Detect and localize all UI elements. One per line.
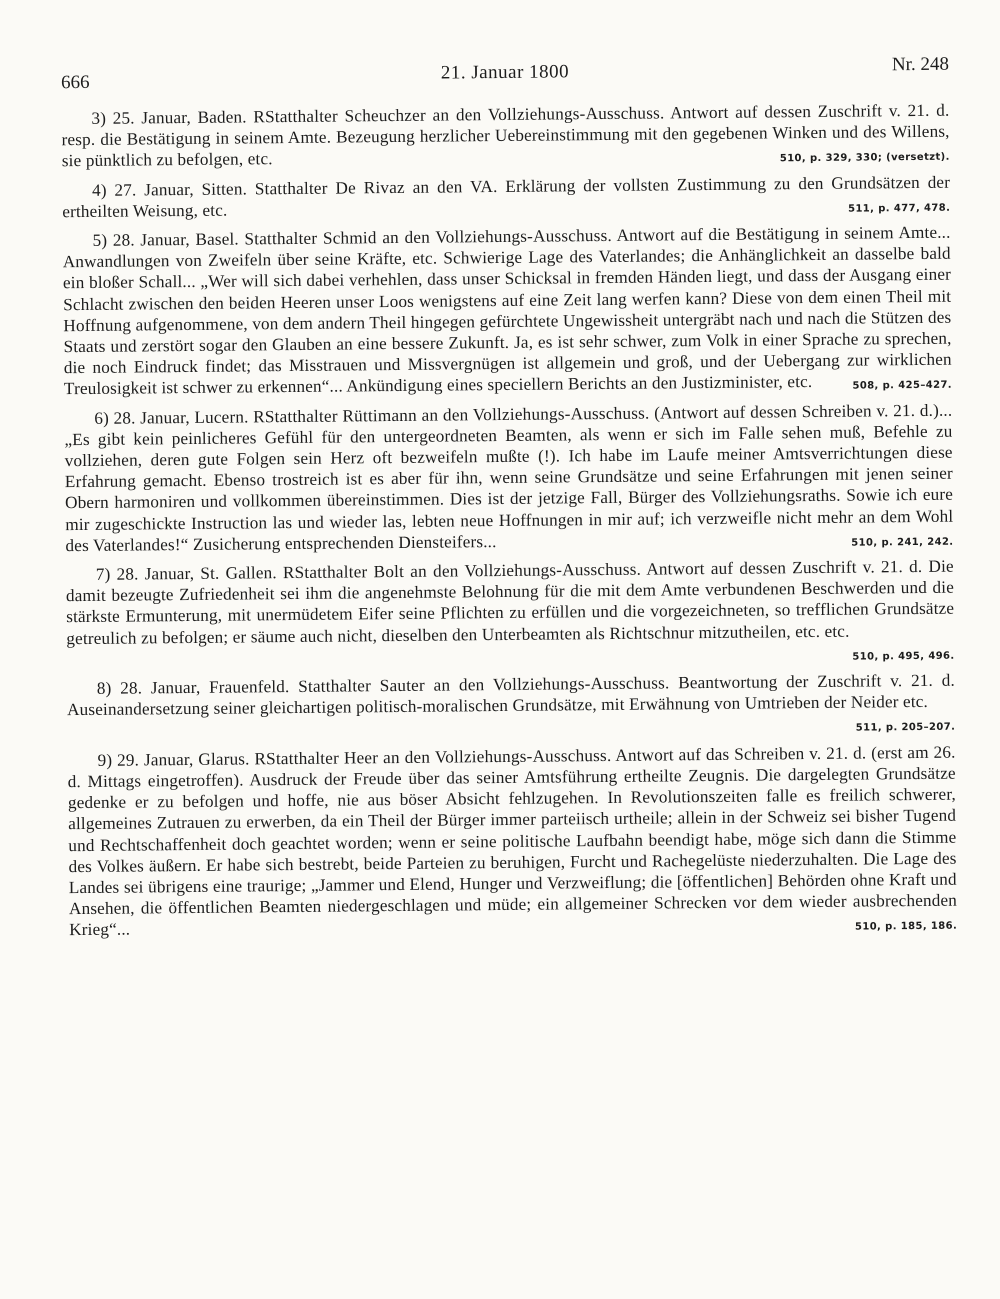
- entry-heading: 8) 28. Januar, Frauenfeld.: [96, 677, 290, 698]
- header-date: 21. Januar 1800: [440, 61, 570, 84]
- entry-heading: 5) 28. Januar, Basel.: [92, 229, 239, 250]
- entry-body: Erklärung der vollsten Zustimmung zu den Grundsätzen der ertheilten Weisung, etc.: [62, 172, 951, 222]
- entry-4: [62, 171, 950, 227]
- entry-reference: 510, p. 185, 186.: [854, 920, 958, 933]
- entry-8: [67, 670, 956, 747]
- entry-sender: RStatthalter Bolt an den Vollziehungs-Ausschuss.: [282, 559, 642, 583]
- entry-sender: RStatthalter Scheuchzer an den Vollziehungs-Ausschuss.: [253, 103, 665, 127]
- entry-7: [66, 556, 955, 676]
- entry-reference: 511, p. 205–207.: [855, 722, 956, 735]
- entry-heading: 3) 25. Januar, Baden.: [91, 107, 247, 128]
- entry-body: (Antwort auf dessen Schreiben v. 21. d.)... „Es gibt kein peinlicheres Gefühl für den untergeordneten Beamten, als wenn er sich im Falle sehen muß, Befehle zu vollziehen, deren gute Folgen sein Herz oft bezweifeln mußte (!). Ich habe im Laufe meiner Amtsverrichtungen diese Erfahrung gemacht. Ebenso trostreich ist es aber für ihn, wenn seine Grundsätze und seine Erfahrungen mit jenen seiner Obern harmoniren und vollkommen übereinstimmen. Dies ist der jetzige Fall, Bürger des Vollziehungsraths. Sowie ich eure mir zugeschickte Instruction las und wieder las, lebten neue Hoffnungen in mir auf; ich verzweifle nicht mehr an dem Wohl des Vaterlandes!“ Zusicherung entsprechenden Diensteifers...: [64, 400, 954, 556]
- page-number: 666: [60, 71, 90, 94]
- entry-heading: 4) 27. Januar, Sitten.: [91, 179, 248, 200]
- entry-heading: 9) 29. Januar, Glarus.: [97, 749, 250, 770]
- entry-body: Beantwortung der Zuschrift v. 21. d. Auseinandersetzung seiner gleichartigen politisch-moralischen Grundsätze, mit Erwähnung von Umtrieben der Neider etc.: [66, 670, 955, 720]
- page-header: [61, 54, 949, 109]
- entry-reference: 510, p. 329, 330; (versetzt).: [779, 152, 950, 165]
- entry-sender: Statthalter Schmid an den Vollziehungs-Ausschuss.: [244, 225, 613, 249]
- entry-9: [67, 741, 957, 945]
- entry-sender: RStatthalter Rüttimann an den Vollziehungs-Ausschuss.: [253, 403, 650, 427]
- entry-heading: 7) 28. Januar, St. Gallen.: [95, 563, 277, 584]
- entry-sender: Statthalter Sauter an den Vollziehungs-Ausschuss.: [298, 673, 670, 697]
- entry-body: Antwort auf das Schreiben v. 21. d. (erst am 26. d. Mittags eingetroffen). Ausdruck der Freude über das seiner Amtsführung ertheilte Zeugnis. Die dargelegten Grundsätze gedenke er zu befolgen und hoffe, nie aus böser Absicht fehlzugehen. In Revolutionszeiten falle es freilich schwerer, allgemeines Zutrauen zu erwerben, da ein Theil der Bürger immer parteiisch urtheile; allein in der Schweiz sei bisher Tugend und Rechtschaffenheit doch geachtet worden; wenn er seine politische Laufbahn beendigt habe, möge sich dann die Stimme des Volkes äußern. Er habe sich bestrebt, beide Parteien zu beruhigen, Furcht und Rachegelüste niederzuhalten. Die Lage des Landes sei übrigens eine traurige; „Jammer und Elend, Hunger und Verzweiflung; die [öffentlichen] Behörden ohne Kraft und Ansehen, die öffentlichen Beamten niedergeschlagen und müde; ein allgemeiner Schrecken vor dem wieder ausbrechenden Krieg“...: [67, 742, 958, 940]
- entry-6: [64, 399, 953, 561]
- document-number: Nr. 248: [891, 53, 950, 76]
- entry-body: Antwort auf die Bestätigung in seinem Amte... Anwandlungen von Zweifeln über seine Kräfte, etc. Schwierige Lage des Vaterlandes; die Anhänglichkeit an dasselbe bald ein bloßer Schall... „Wer will sich dabei verhehlen, dass unser Schicksal in fremden Händen liegt, und dass der Ausgang einer Schlacht zwischen den beiden Heeren unser Loos wenigstens auf eine Zeit lang werfen kann? Diese von dem einen Theil mit Hoffnung aufgenommene, von dem andern Theil hingegen gefürchtete Ungewissheit untergräbt nach und nach die Stützen des Staats und zerstört sogar den Glauben an eine bessere Zukunft. Ja, es ist sehr schwer, zum Volk in einer Sprache zu sprechen, die noch Eindruck findet; das Misstrauen und Missvergnügen ist allgemein und groß, und der Uebergang zur wirklichen Treulosigkeit ist schwer zu erkennen“... Ankündigung eines speciellern Berichts an den Justizminister, etc.: [62, 222, 952, 399]
- entry-body: Antwort auf dessen Zuschrift v. 21. d. Die damit bezeugte Zufriedenheit sei ihm die angenehmste Belohnung für die mit dem Amte verbundenen Beschwerden und die stärkste Ermunterung, mit unermüdetem Eifer seine Pflichten zu erfüllen und die vorgezeichneten, so trefflichen Grundsätze getreulich zu befolgen; er säume auch nicht, dieselben den Unterbeamten als Richtschnur mitzutheilen, etc. etc.: [65, 556, 955, 648]
- entry-sender: RStatthalter Heer an den Vollziehungs-Ausschuss.: [254, 745, 612, 769]
- entry-body: Antwort auf dessen Zuschrift v. 21. d. resp. die Bestätigung in seinem Amte. Bezeugung herzlicher Uebereinstimmung mit den gegebenen Winken und des Willens, sie pünktlich zu befolgen, etc.: [61, 100, 950, 171]
- entry-reference: 510, p. 241, 242.: [851, 536, 954, 549]
- entry-3: [61, 100, 950, 177]
- entry-reference: 511, p. 477, 478.: [848, 202, 951, 215]
- entry-5: [62, 222, 952, 405]
- entry-heading: 6) 28. Januar, Lucern.: [94, 407, 249, 428]
- entry-reference: 508, p. 425–427.: [852, 380, 953, 393]
- entry-reference: 510, p. 495, 496.: [852, 650, 955, 663]
- entry-sender: Statthalter De Rivaz an den VA.: [254, 176, 498, 198]
